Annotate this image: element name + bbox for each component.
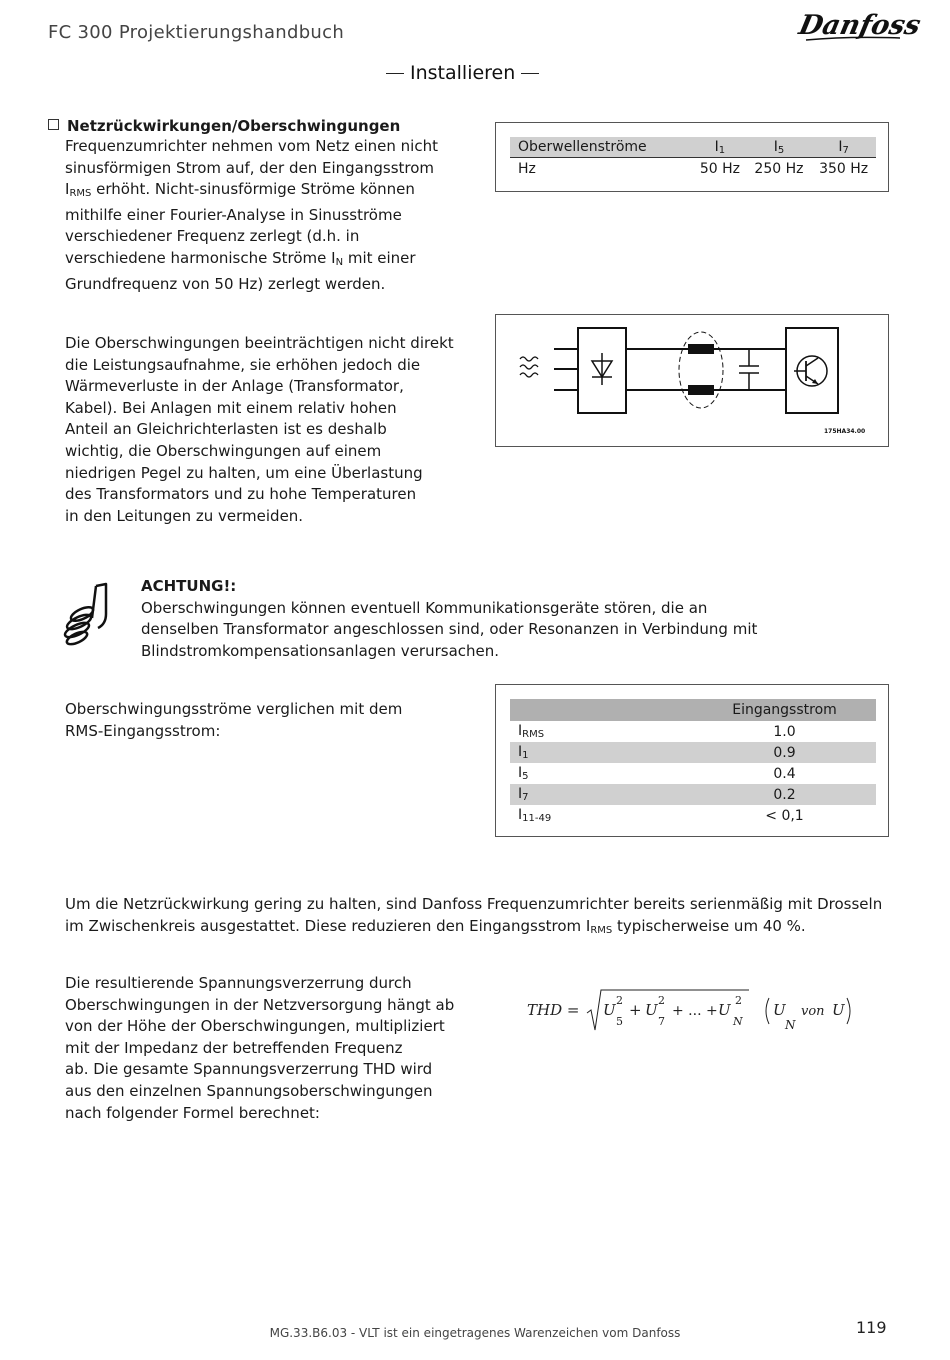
svg-text:U: U	[645, 1001, 658, 1019]
svg-text:2: 2	[735, 994, 742, 1007]
page-number: 119	[856, 1318, 887, 1337]
table-row: Hz 50 Hz 250 Hz 350 Hz	[518, 161, 869, 177]
thd-formula	[527, 988, 867, 1038]
hand-warning-icon	[62, 580, 114, 646]
svg-text:U: U	[603, 1001, 616, 1019]
svg-text:U: U	[773, 1001, 786, 1019]
svg-text:2: 2	[658, 994, 665, 1007]
harmonics-intro: Frequenzumrichter nehmen vom Netz einen nicht sinusförmigen Strom auf, der den Eingangsstrom $I_{RMS}$ erhöht. Nicht-sinusförmige Ströme können mithilfe einer Fourier-Analyse in Sinusströme verschiedener Frequenz zerlegt (d.h. in verschiedene harmonische Ströme $I_N$ mit einer Grundfrequenz von 50 Hz) zerlegt werden.	[65, 137, 438, 293]
table-row: $I_{RMS}$ 1.0	[518, 723, 796, 740]
danfoss-logo	[796, 4, 924, 48]
svg-text:THD =: THD =	[527, 1001, 580, 1019]
capacitor-icon	[739, 349, 759, 390]
document-title: FC 300 Projektierungshandbuch	[48, 22, 345, 43]
section-heading: Installieren	[380, 62, 580, 84]
ac-supply-icon	[520, 357, 538, 377]
harmonic-frequency-table-box	[495, 122, 889, 192]
table-row: $I_5$ 0.4	[518, 765, 796, 782]
harmonic-frequency-table	[510, 137, 876, 180]
svg-text:5: 5	[616, 1015, 623, 1028]
thd-paragraph: Die resultierende Spannungsverzerrung durch Oberschwingungen in der Netzversorgung hängt ab von der Höhe der Oberschwingungen, multipliziert mit der Impedanz der betreffenden Frequenz ab. Die gesamte Spannungsverzerrung THD wird aus den einzelnen Spannungsoberschwingungen nach folgender Formel berechnet:	[65, 974, 455, 1122]
table-row: $I_1$ 0.9	[510, 742, 876, 763]
dc-choke-icon	[679, 332, 723, 408]
checkbox-bullet-icon	[48, 119, 59, 130]
svg-text:U: U	[832, 1001, 845, 1019]
svg-text:von: von	[801, 1004, 825, 1019]
table-row: $I_{11-49}$ < 0,1	[518, 807, 804, 824]
rms-intro: Oberschwingungsströme verglichen mit dem RMS-Eingangsstrom:	[65, 700, 403, 740]
svg-text:U: U	[718, 1001, 731, 1019]
harmonics-effects-paragraph: Die Oberschwingungen beeinträchtigen nicht direkt die Leistungsaufnahme, sie erhöhen jedoch die Wärmeverluste in der Anlage (Transformator, Kabel). Bei Anlagen mit einem relativ hohen Anteil an Gleichrichterlasten ist es deshalb wichtig, die Oberschwingungen auf einem niedrigen Pegel zu halten, um eine Überlastung des Transformators und zu hohe Temperaturen in den Leitungen zu vermeiden.	[65, 334, 454, 525]
svg-text:N: N	[785, 1018, 796, 1032]
converter-circuit-diagram	[496, 315, 888, 446]
rms-input-current-table	[510, 699, 876, 826]
svg-text:N: N	[733, 1015, 743, 1028]
table-header-row: Oberwellenströme $I_1$ $I_5$ $I_7$	[510, 137, 876, 158]
inverter-transistor-icon	[786, 328, 838, 413]
svg-text:7: 7	[658, 1015, 665, 1028]
svg-text:Danfoss: Danfoss	[796, 9, 924, 41]
svg-text:175HA34.00: 175HA34.00	[824, 428, 866, 435]
warning-title: ACHTUNG!:	[141, 577, 237, 595]
footer-text: MG.33.B6.03 - VLT ist ein eingetragenes Warenzeichen vom Danfoss	[269, 1326, 681, 1340]
harmonics-heading: Netzrückwirkungen/Oberschwingungen	[48, 117, 400, 135]
warning-note: ACHTUNG!: Oberschwingungen können eventuell Kommunikationsgeräte stören, die an denselben Transformator angeschlossen sind, oder Resonanzen in Verbindung mit Blindstromkompensationsanlagen verursachen.	[141, 577, 758, 660]
rms-table-box	[495, 684, 889, 837]
table-header-row: Eingangsstrom	[510, 699, 876, 721]
svg-text:+ ... +: + ... +	[672, 1003, 718, 1019]
svg-text:2: 2	[616, 994, 623, 1007]
table-row: $I_7$ 0.2	[510, 784, 876, 805]
converter-circuit-diagram-box	[495, 314, 889, 447]
rectifier-icon	[578, 328, 626, 413]
svg-text:+: +	[629, 1001, 642, 1019]
chokes-paragraph: Um die Netzrückwirkung gering zu halten, sind Danfoss Frequenzumrichter bereits serienmäßig mit Drosseln im Zwischenkreis ausgestattet. Diese reduzieren den Eingangsstrom $I_{RMS}$ typischerweise um 40 %.	[65, 895, 883, 936]
